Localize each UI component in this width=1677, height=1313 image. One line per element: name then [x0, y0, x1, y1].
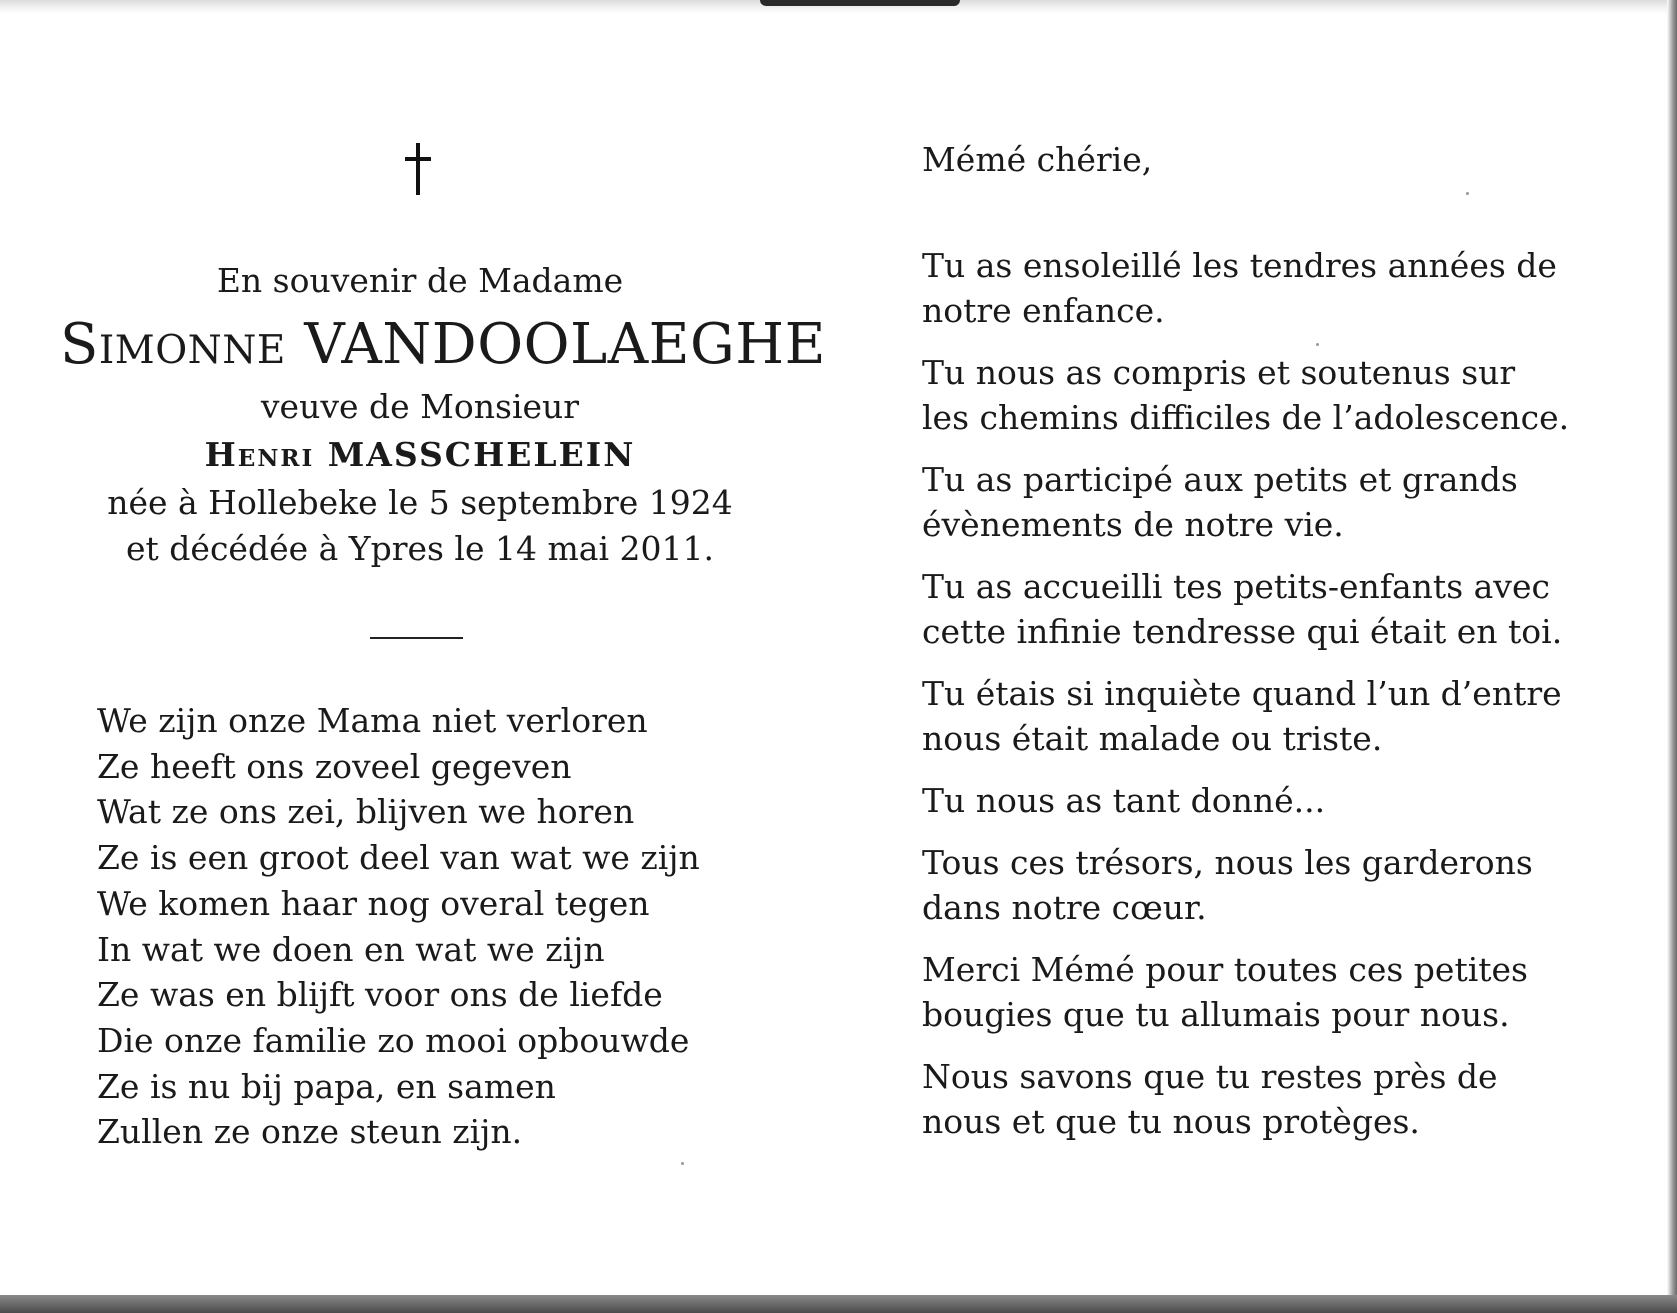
scan-fold-shadow: [760, 0, 960, 6]
scan-bottom-edge: [0, 1295, 1677, 1313]
letter-line: Tu nous as compris et soutenus sur: [922, 353, 1516, 392]
letter-line: évènements de notre vie.: [922, 505, 1344, 544]
poem: [97, 698, 797, 1155]
poem-line: In wat we doen en wat we zijn: [97, 929, 605, 969]
letter-paragraph: [922, 350, 1622, 440]
deceased-name: [60, 306, 826, 384]
scan-speck: [681, 1162, 684, 1165]
birth-line: née à Hollebeke le 5 septembre 1924: [107, 483, 733, 522]
poem-line: Ze was en blijft voor ons de liefde: [97, 975, 663, 1015]
poem-line: Ze is een groot deel van wat we zijn: [97, 838, 700, 878]
divider: [370, 637, 463, 639]
letter-line: Tu as accueilli tes petits-enfants avec: [922, 567, 1550, 606]
poem-line: Zullen ze onze steun zijn.: [97, 1112, 523, 1152]
husband-last-name: MASSCHELEIN: [327, 435, 636, 474]
poem-line: Wat ze ons zei, blijven we horen: [97, 792, 635, 832]
letter: [922, 137, 1622, 1161]
letter-paragraph: [922, 840, 1622, 930]
letter-line: Tous ces trésors, nous les garderons: [922, 843, 1533, 882]
letter-line: dans notre cœur.: [922, 888, 1207, 927]
letter-line: Nous savons que tu restes près de: [922, 1057, 1498, 1096]
letter-line: bougies que tu allumais pour nous.: [922, 995, 1510, 1034]
letter-line: cette infinie tendresse qui était en toi.: [922, 612, 1563, 651]
intro-line: En souvenir de Madame: [216, 261, 624, 300]
letter-line: Merci Mémé pour toutes ces petites: [922, 950, 1528, 989]
poem-line: Die onze familie zo mooi opbouwde: [97, 1020, 690, 1060]
deceased-last-name: VANDOOLAEGHE: [304, 312, 826, 377]
letter-salutation: Mémé chérie,: [922, 140, 1153, 179]
letter-line: nous était malade ou triste.: [922, 719, 1383, 758]
letter-paragraph: [922, 671, 1622, 761]
poem-line: Ze heeft ons zoveel gegeven: [97, 746, 572, 786]
scan-speck: [1466, 192, 1469, 195]
letter-line: Tu nous as tant donné...: [922, 781, 1326, 820]
memorial-header: [60, 258, 826, 572]
letter-paragraph: [922, 778, 1622, 823]
scan-speck: [1316, 343, 1319, 346]
poem-line: Ze is nu bij papa, en samen: [97, 1066, 556, 1106]
letter-paragraph: [922, 1054, 1622, 1144]
letter-line: nous et que tu nous protèges.: [922, 1102, 1420, 1141]
letter-paragraph: [922, 947, 1622, 1037]
letter-line: Tu as ensoleillé les tendres années de: [922, 246, 1557, 285]
poem-line: We zijn onze Mama niet verloren: [97, 701, 648, 740]
death-line: et décédée à Ypres le 14 mai 2011.: [126, 529, 714, 568]
deceased-first-name: Simonne: [60, 312, 286, 377]
letter-line: notre enfance.: [922, 291, 1165, 330]
scan-right-edge: [1667, 0, 1677, 1313]
letter-paragraph: [922, 564, 1622, 654]
letter-paragraph: [922, 243, 1622, 333]
letter-paragraph: [922, 457, 1622, 547]
husband-first-name: Henri: [204, 435, 315, 474]
cross-icon: [401, 143, 435, 195]
husband-name: [60, 430, 780, 480]
letter-line: Tu étais si inquiète quand l’un d’entre: [922, 674, 1562, 713]
widow-line: veuve de Monsieur: [260, 387, 580, 426]
letter-line: Tu as participé aux petits et grands: [922, 460, 1518, 499]
letter-line: les chemins difficiles de l’adolescence.: [922, 398, 1570, 437]
poem-line: We komen haar nog overal tegen: [97, 883, 650, 923]
